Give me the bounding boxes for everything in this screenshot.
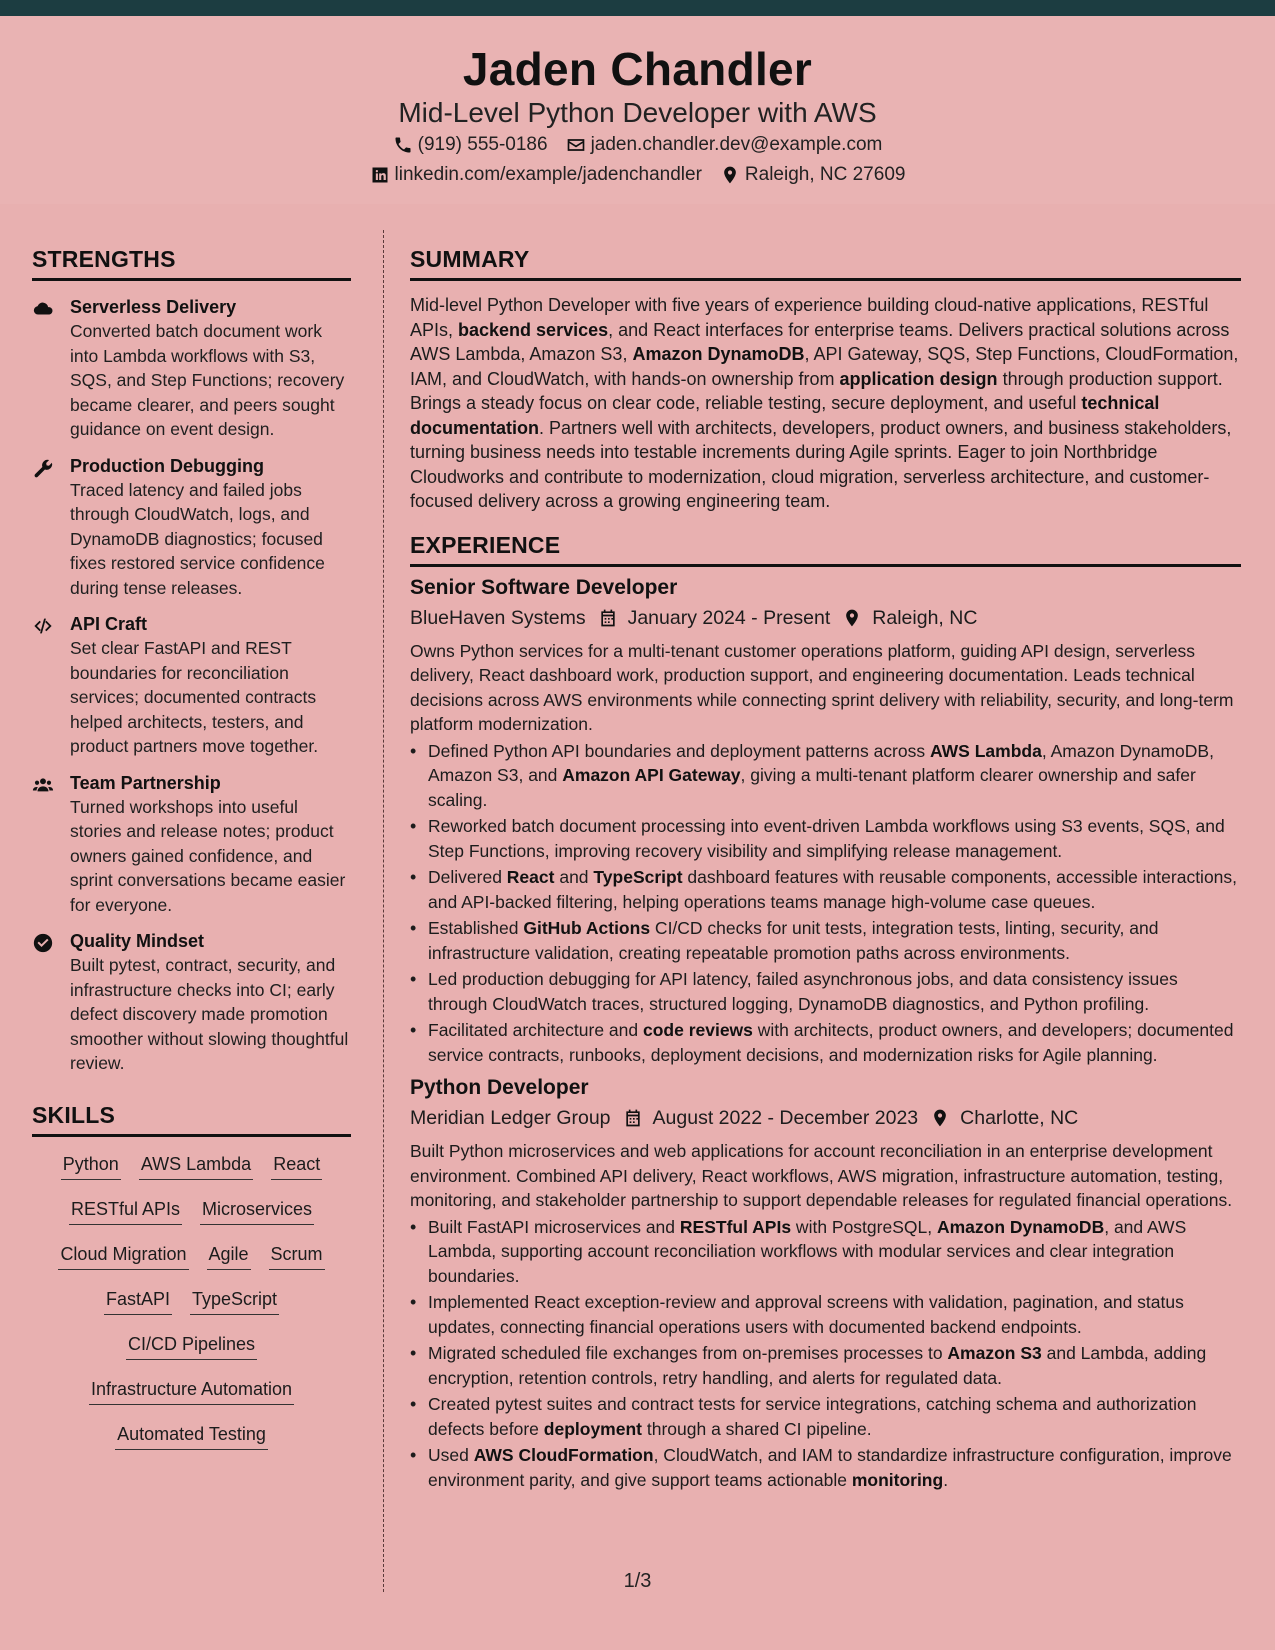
- strength-item: [32, 454, 351, 601]
- job-meta: [410, 1103, 1241, 1133]
- skill-tag: Python: [61, 1151, 121, 1180]
- envelope-icon: [566, 135, 586, 155]
- skill-row: [32, 1241, 351, 1286]
- bold-keyword: AWS Lambda: [929, 740, 1042, 761]
- bold-keyword: RESTful APIs: [679, 1216, 792, 1237]
- skill-tag: Infrastructure Automation: [89, 1376, 294, 1405]
- strength-desc: Traced latency and failed jobs through CloudWatch, logs, and DynamoDB diagnostics; focused fixes restored service confidence during tense releases.: [70, 479, 325, 598]
- job-bullet: • Implemented React exception-review and approval screens with validation, pagination, and status updates, connecting financial operations users with documented backend endpoints.: [410, 1290, 1241, 1339]
- check-circle-icon: [32, 932, 54, 954]
- top-accent-bar: [0, 0, 1275, 16]
- strength-title: Team Partnership: [70, 772, 221, 793]
- job-entry: [410, 1073, 1241, 1492]
- email-address[interactable]: jaden.chandler.dev@example.com: [590, 134, 883, 155]
- strength-title: Quality Mindset: [70, 931, 205, 951]
- page-number: 1/3: [623, 1570, 652, 1592]
- summary-heading: SUMMARY: [410, 244, 1241, 281]
- skill-tag: RESTful APIs: [69, 1196, 182, 1225]
- bold-keyword: Amazon API Gateway: [562, 765, 741, 785]
- bold-keyword: React: [506, 867, 555, 887]
- job-bullet: • Defined Python API boundaries and deployment patterns across AWS Lambda, Amazon DynamoDB, Amazon S3, and Amazon API Gateway, giving a multi-tenant platform clearer ownership and safer scaling.: [410, 739, 1241, 813]
- skills-list: [32, 1151, 351, 1466]
- bold-keyword: monitoring: [851, 1469, 944, 1490]
- job-entry: [410, 573, 1241, 1068]
- job-bullet: • Reworked batch document processing into event-driven Lambda workflows using S3 events, SQS, and Step Functions, improving recovery visibility and simplifying release management.: [410, 814, 1241, 863]
- users-icon: [32, 774, 54, 796]
- bold-keyword: Amazon S3: [947, 1343, 1042, 1363]
- strength-item: [32, 929, 351, 1076]
- location-text: Raleigh, NC 27609: [744, 164, 906, 185]
- bold-keyword: TypeScript: [593, 867, 683, 887]
- skill-tag: CI/CD Pipelines: [126, 1331, 257, 1360]
- strength-desc: Built pytest, contract, security, and infrastructure checks into CI; early defect discovery made promotion smoother without slowing thoughtful review.: [70, 955, 349, 1073]
- candidate-name: Jaden Chandler: [462, 43, 813, 95]
- bold-keyword: backend services: [458, 319, 609, 340]
- skill-row: [32, 1331, 351, 1376]
- bold-keyword: Amazon DynamoDB: [936, 1216, 1105, 1237]
- skill-tag: React: [271, 1151, 322, 1180]
- wrench-icon: [32, 457, 54, 479]
- skill-row: [32, 1196, 351, 1241]
- strength-item: [32, 612, 351, 759]
- phone-icon: [393, 135, 413, 155]
- bold-keyword: AWS CloudFormation: [473, 1445, 654, 1465]
- column-divider: [383, 230, 384, 1592]
- job-bullet: • Established GitHub Actions CI/CD checks for unit tests, integration tests, linting, security, and infrastructure validation, creating repeatable promotion paths across environments.: [410, 916, 1241, 965]
- bold-keyword: code reviews: [642, 1020, 753, 1040]
- map-pin-icon: [930, 1108, 950, 1128]
- skill-row: [32, 1151, 351, 1196]
- job-bullet: • Created pytest suites and contract tests for service integrations, catching schema and authorization defects before deployment through a shared CI pipeline.: [410, 1392, 1241, 1441]
- skills-heading: SKILLS: [32, 1100, 351, 1137]
- strength-item: [32, 771, 351, 918]
- job-bullet: • Used AWS CloudFormation, CloudWatch, and IAM to standardize infrastructure configuration, improve environment parity, and give support teams actionable monitoring.: [410, 1443, 1241, 1492]
- job-title: Python Developer: [410, 1076, 589, 1099]
- job-location: Raleigh, NC: [872, 606, 978, 629]
- strength-desc: Set clear FastAPI and REST boundaries for reconciliation services; documented contracts helped architects, testers, and product partners move together.: [70, 638, 319, 756]
- skill-tag: Microservices: [200, 1196, 314, 1225]
- strength-title: Serverless Delivery: [70, 297, 237, 317]
- job-bullet: • Delivered React and TypeScript dashboard features with reusable components, accessible interactions, and API-backed filtering, helping operations teams manage high-volume case queues.: [410, 865, 1241, 914]
- summary-text: Mid-level Python Developer with five years of experience building cloud-native applications, RESTful APIs, backend services, and React interfaces for enterprise teams. Delivers practical solutions across AWS Lambda, Amazon S3, Amazon DynamoDB, API Gateway, SQS, Step Functions, CloudFormation, IAM, and CloudWatch, with hands-on ownership from application design through production support. Brings a steady focus on clear code, reliable testing, secure deployment, and useful technical documentation. Partners well with architects, developers, product owners, and business stakeholders, turning business needs into testable increments during Agile sprints. Eager to join Northbridge Cloudworks and contribute to modernization, cloud migration, serverless architecture, and customer-focused delivery across a growing engineering team.: [410, 295, 1239, 511]
- strength-desc: Converted batch document work into Lambda workflows with S3, SQS, and Step Functions; recovery became clearer, and peers sought guidance on event design.: [70, 321, 345, 439]
- linkedin-url[interactable]: linkedin.com/example/jadenchandler: [394, 164, 702, 185]
- strengths-list: [32, 295, 351, 1076]
- strength-item: [32, 295, 351, 442]
- bold-keyword: technical documentation: [410, 393, 1160, 438]
- job-bullet: • Facilitated architecture and code reviews with architects, product owners, and developers; documented service contracts, runbooks, deployment decisions, and modernization risks for Agile planning.: [410, 1018, 1241, 1067]
- job-bullet: • Migrated scheduled file exchanges from on-premises processes to Amazon S3 and Lambda, adding encryption, retention controls, retry handling, and alerts for regulated data.: [410, 1341, 1241, 1390]
- job-dates: August 2022 - December 2023: [652, 1107, 919, 1129]
- bold-keyword: deployment: [543, 1418, 642, 1439]
- contact-line-1: [0, 130, 1275, 160]
- phone-contact: [393, 130, 548, 160]
- job-company: Meridian Ledger Group: [410, 1107, 611, 1129]
- bold-keyword: application design: [839, 368, 998, 389]
- bold-keyword: Amazon DynamoDB: [632, 344, 805, 364]
- strength-title: Production Debugging: [70, 455, 264, 476]
- skill-row: [32, 1421, 351, 1466]
- job-bullet: • Built FastAPI microservices and RESTful APIs with PostgreSQL, Amazon DynamoDB, and AWS Lambda, supporting account reconciliation workflows with modular services and clear integration boundaries.: [410, 1215, 1241, 1289]
- phone-number: (919) 555-0186: [417, 134, 548, 155]
- calendar-icon: [598, 608, 618, 628]
- left-column: [32, 244, 351, 1466]
- resume-header: [0, 16, 1275, 204]
- skill-tag: Cloud Migration: [58, 1241, 188, 1270]
- job-dates: January 2024 - Present: [627, 606, 831, 629]
- strength-title: API Craft: [70, 614, 148, 634]
- job-description: Built Python microservices and web applications for account reconciliation in an enterprise development environment. Combined API delivery, React workflows, AWS migration, infrastructure automation, testing, monitoring, and stakeholder partnership to support dependable releases for regulated financial operations.: [410, 1141, 1233, 1210]
- bold-keyword: GitHub Actions: [523, 918, 651, 938]
- code-icon: [32, 615, 54, 637]
- strength-desc: Turned workshops into useful stories and release notes; product owners gained confidence, and sprint conversations became easier for everyone.: [70, 796, 346, 915]
- experience-heading: EXPERIENCE: [410, 530, 1241, 567]
- email-contact[interactable]: [566, 130, 883, 160]
- calendar-icon: [623, 1108, 643, 1128]
- job-meta: [410, 603, 1241, 633]
- job-bullet: • Led production debugging for API latency, failed asynchronous jobs, and data consistency issues through CloudWatch traces, structured logging, DynamoDB diagnostics, and Python profiling.: [410, 967, 1241, 1016]
- map-pin-icon: [720, 165, 740, 185]
- location-contact: [720, 160, 906, 190]
- job-bullets: [410, 1215, 1241, 1493]
- skill-tag: TypeScript: [190, 1286, 279, 1315]
- map-pin-icon: [842, 608, 862, 628]
- skill-tag: Agile: [207, 1241, 251, 1270]
- candidate-role: Mid-Level Python Developer with AWS: [398, 97, 877, 128]
- skill-tag: Scrum: [269, 1241, 325, 1270]
- skill-row: [32, 1286, 351, 1331]
- skill-row: [32, 1376, 351, 1421]
- linkedin-contact[interactable]: [370, 160, 702, 190]
- job-title: Senior Software Developer: [410, 575, 678, 599]
- job-location: Charlotte, NC: [960, 1107, 1079, 1129]
- skill-tag: FastAPI: [104, 1286, 172, 1315]
- job-description: Owns Python services for a multi-tenant customer operations platform, guiding API design, serverless delivery, React dashboard work, production support, and engineering documentation. Leads technical decisions across AWS environments while connecting sprint delivery with reliability, security, and long-term platform modernization.: [410, 640, 1234, 734]
- linkedin-icon: [370, 165, 390, 185]
- cloud-icon: [32, 298, 54, 320]
- contact-line-2: [0, 160, 1275, 190]
- skill-tag: AWS Lambda: [139, 1151, 253, 1180]
- job-company: BlueHaven Systems: [410, 606, 586, 629]
- strengths-heading: STRENGTHS: [32, 244, 351, 281]
- right-column: [410, 244, 1241, 1494]
- job-bullets: [410, 739, 1241, 1068]
- skill-tag: Automated Testing: [115, 1421, 268, 1450]
